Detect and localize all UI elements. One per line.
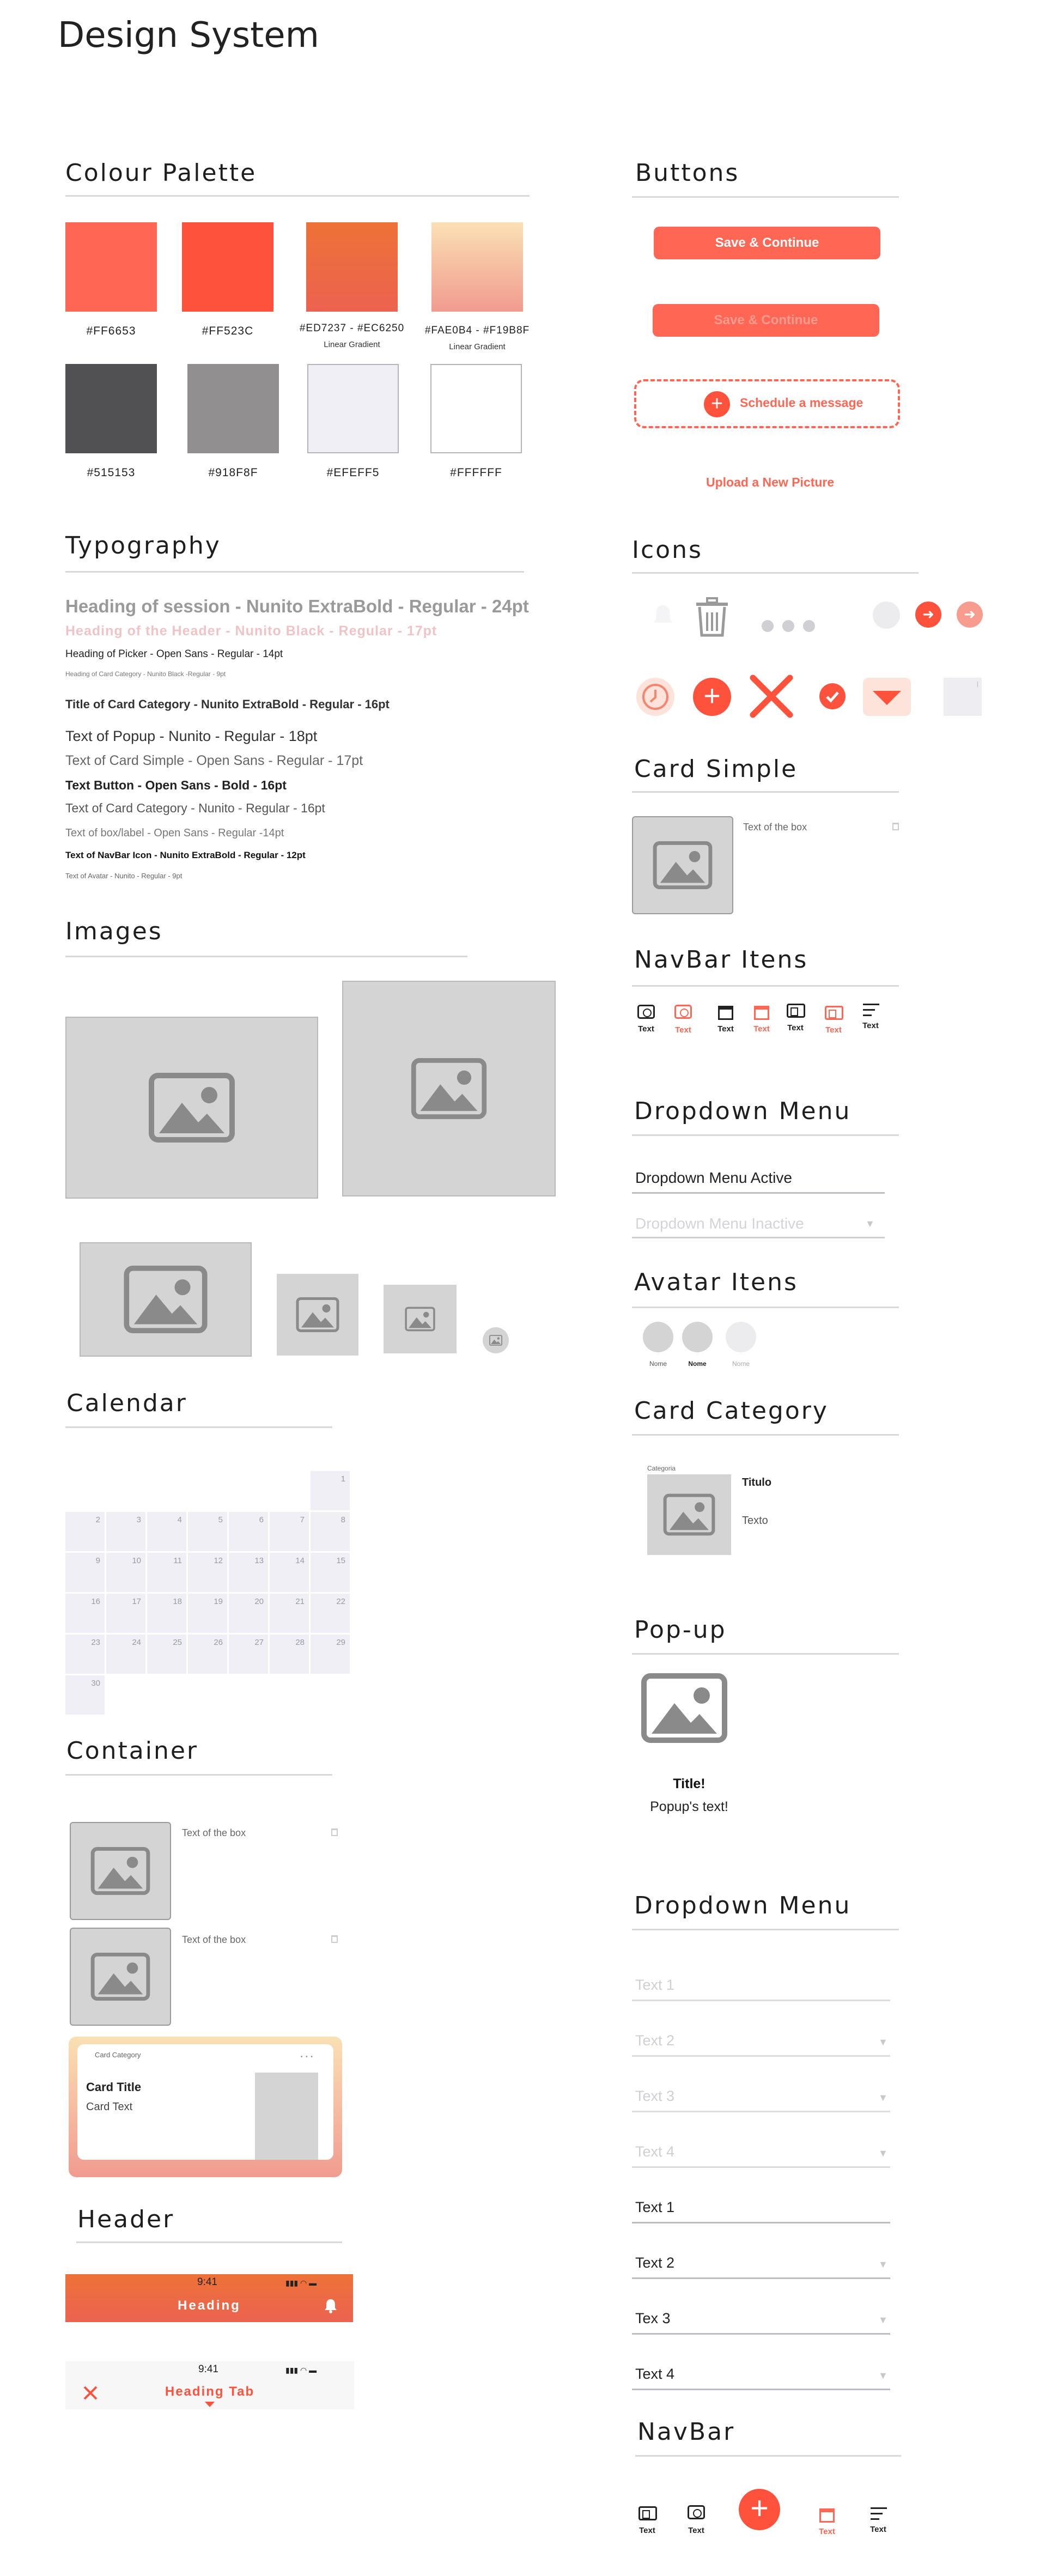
chevron-down-icon: ▼ [878,2148,888,2159]
dropdown-item[interactable]: Tex 3 [635,2310,671,2326]
swatch-efeff5 [307,364,399,453]
icons-divider [632,572,919,574]
dropdown-menu-2-divider [632,1929,899,1930]
dropdown-underline [632,2222,890,2223]
swatch-label: #ED7237 - #EC6250 [299,323,405,334]
camera-icon[interactable] [637,1005,655,1019]
calendar-day-number: 20 [254,1597,264,1606]
card-category-label: Categoria [647,1465,676,1472]
calendar-day[interactable] [147,1635,186,1674]
status-icons: ▮▮▮ ◠ ▬ [285,2279,317,2287]
popup-heading: Title! [673,1776,706,1791]
navbar-title: NavBar [637,2418,735,2446]
dropdown-underline [632,2111,890,2112]
dropdown-item[interactable]: Text 4 [635,2366,675,2382]
typo-line: Heading of the Header - Nunito Black - Regular - 17pt [65,623,437,639]
avatar[interactable] [726,1322,756,1352]
typo-line: Text of Card Category - Nunito - Regular - 16pt [65,801,325,815]
card-category-label: Card Category [95,2051,141,2059]
calendar-icon[interactable] [718,1006,733,1020]
calendar-day-number: 19 [214,1597,223,1606]
swatch-label: #515153 [87,466,136,479]
image-icon [90,1952,150,2001]
calendar-day-number: 18 [173,1597,182,1606]
calendar-day[interactable] [65,1553,105,1592]
avatar-name: Nome [732,1360,750,1368]
add-icon[interactable]: + [693,678,731,716]
card-category-container[interactable] [69,2037,342,2177]
dropdown-underline [632,1237,885,1238]
image-icon [90,1846,150,1895]
dropdown-menu-2-title: Dropdown Menu [634,1892,852,1919]
card-category-image [647,1474,731,1555]
calendar-day-number: 26 [214,1638,223,1647]
trash-icon[interactable] [331,1935,338,1943]
calendar-day[interactable] [106,1635,145,1674]
header-title: Header [77,2206,175,2233]
image-icon [411,1057,487,1120]
dropdown-item[interactable]: Text 2 [635,2255,675,2271]
header-heading-tab[interactable]: Heading Tab [165,2384,255,2399]
card-simple-title: Card Simple [634,755,798,783]
card-simple-text: Text of the box [743,822,807,833]
dropdown-underline [632,2333,890,2335]
calendar-day-number: 6 [259,1515,264,1524]
navbar-label: Text [870,2525,886,2534]
typo-line: Title of Card Category - Nunito ExtraBold - Regular - 16pt [65,697,390,711]
typography-title: Typography [65,532,221,560]
calendar-day-number: 12 [214,1556,223,1565]
images-title: Images [65,918,163,945]
status-time: 9:41 [197,2276,217,2288]
calendar-day-number: 15 [336,1556,345,1565]
image-placeholder-small [277,1274,358,1356]
dropdown-item[interactable]: Text 1 [635,1977,675,1993]
calendar-icon-active[interactable] [819,2508,835,2523]
card-text: Card Text [86,2101,133,2113]
calendar-day[interactable] [106,1553,145,1592]
calendar-title: Calendar [66,1389,187,1417]
swatch-918f8f [187,364,279,453]
calendar-day[interactable] [229,1635,268,1674]
dropdown-underline [632,2389,890,2390]
calendar-day-number: 8 [340,1515,345,1524]
calendar-day[interactable] [65,1512,105,1551]
popup-divider [632,1653,899,1655]
calendar-day[interactable] [147,1512,186,1551]
calendar-day-number: 9 [95,1556,100,1565]
image-icon [653,841,713,890]
page-title: Design System [58,15,319,56]
navbar-items-title: NavBar Itens [634,946,808,974]
bell-icon[interactable] [652,604,674,628]
menu-icon[interactable] [863,1004,879,1017]
swatch-label: #FF6653 [86,325,136,337]
dropdown-menu-title: Dropdown Menu [634,1097,852,1125]
typo-line: Text of Popup - Nunito - Regular - 18pt [65,728,318,744]
dropdown-underline [632,2277,890,2279]
swatch-gradient-peach [431,222,523,312]
chevron-down-icon: ▼ [878,2092,888,2103]
calendar-day[interactable] [65,1594,105,1633]
swatch-515153 [65,364,157,453]
container-box-text: Text of the box [182,1827,246,1838]
calendar-day-number: 11 [173,1556,182,1565]
images-divider [65,956,467,957]
calendar-day-number: 7 [300,1515,305,1524]
chevron-down-icon: ▼ [878,2314,888,2325]
container-title: Container [66,1737,199,1765]
card-category-heading: Titulo [742,1477,772,1489]
calendar-day[interactable] [147,1553,186,1592]
calendar-day-number: 4 [177,1515,182,1524]
image-icon [148,1072,235,1143]
header-divider [76,2241,342,2243]
calendar-day[interactable] [229,1594,268,1633]
header-bar-tab [65,2361,354,2409]
typo-line: Text of box/label - Open Sans - Regular -14pt [65,827,284,839]
container-box-image [70,1928,171,2026]
calendar-day-number: 16 [91,1597,100,1606]
more-icon[interactable]: ... [300,2044,315,2061]
card-category-title: Card Category [634,1397,829,1425]
calendar-day[interactable] [229,1553,268,1592]
typo-line: Heading of Card Category - Nunito Black -Regular - 9pt [65,670,226,678]
navbar-label: Text [639,2526,655,2535]
dropdown-underline [632,2166,890,2168]
camera-icon[interactable] [688,2505,705,2519]
swatch-sublabel: Linear Gradient [449,342,506,351]
swatch-label: #918F8F [208,466,258,479]
calendar-day[interactable] [106,1594,145,1633]
container-divider [65,1774,332,1776]
calendar-day[interactable] [311,1594,350,1633]
arrow-right-icon[interactable]: ➜ [915,602,941,628]
typo-line: Text of NavBar Icon - Nunito ExtraBold - Regular - 12pt [65,850,306,860]
calendar-day-number: 3 [136,1515,141,1524]
image-placeholder-medium [80,1242,252,1357]
chevron-down-icon: ▼ [865,1218,875,1229]
image-placeholder-large [65,1017,318,1199]
dropdown-item[interactable]: Text 4 [635,2143,675,2160]
calendar-day[interactable] [311,1635,350,1674]
swatch-ffffff [430,364,522,453]
navbar-item-label: Text [862,1021,879,1030]
calendar-day-number: 23 [91,1638,100,1647]
calendar-day[interactable] [147,1594,186,1633]
circle-icon-light[interactable] [873,602,900,629]
save-continue-button-disabled[interactable]: Save & Continue [653,304,879,337]
calendar-day[interactable] [106,1512,145,1551]
calendar-day-number: 14 [295,1556,305,1565]
dropdown-underline [632,1192,885,1194]
calendar-day[interactable] [270,1512,309,1551]
swatch-label: #EFEFF5 [326,466,380,479]
avatar-name: Nome [688,1360,707,1368]
chevron-down-icon: ▼ [878,2370,888,2381]
checkbox-icon[interactable]: | [944,678,982,716]
bell-icon[interactable] [324,2298,338,2313]
calendar-divider [65,1426,332,1428]
image-icon [405,1307,435,1332]
container-box-text: Text of the box [182,1934,246,1945]
calendar-day[interactable] [311,1512,350,1551]
image-icon [489,1335,502,1346]
card-icon[interactable] [787,1004,805,1018]
chevron-down-icon [205,2402,215,2407]
chevron-down-icon: ▼ [878,2037,888,2048]
image-icon [296,1297,339,1333]
image-icon [641,1673,728,1743]
typo-line: Heading of session - Nunito ExtraBold - Regular - 24pt [65,596,529,616]
calendar-day[interactable] [270,1635,309,1674]
calendar-day[interactable] [229,1512,268,1551]
card-title: Card Title [86,2080,142,2094]
calendar-day-number: 28 [295,1638,305,1647]
trash-icon[interactable] [331,1828,338,1836]
calendar-day-number: 13 [254,1556,264,1565]
save-continue-button[interactable]: Save & Continue [654,227,880,259]
calendar-day-number: 1 [340,1474,345,1484]
status-time: 9:41 [198,2364,218,2375]
calendar-day-number: 17 [132,1597,141,1606]
avatar-name: Nome [649,1360,667,1368]
popup-title: Pop-up [634,1616,727,1644]
calendar-day-number: 24 [132,1638,141,1647]
calendar-day[interactable] [270,1594,309,1633]
calendar-day-number: 2 [95,1515,100,1524]
calendar-day-number: 25 [173,1638,182,1647]
header-bar-primary [65,2274,353,2322]
colour-palette-divider [65,195,530,197]
card-icon-active[interactable] [825,1006,843,1020]
trash-icon[interactable] [694,597,730,637]
check-icon[interactable] [819,683,846,709]
chevron-down-icon: ▼ [878,2259,888,2270]
add-button[interactable]: + [739,2489,780,2530]
swatch-label: #FAE0B4 - #F19B8F [424,325,530,336]
card-inner [77,2044,333,2160]
calendar-day[interactable] [188,1594,227,1633]
popup-text: Popup's text! [650,1799,728,1814]
colour-palette-title: Colour Palette [65,159,257,187]
calendar-day[interactable] [270,1553,309,1592]
card-image [255,2073,318,2160]
menu-icon[interactable] [871,2507,887,2520]
container-box-image [70,1822,171,1920]
trash-icon[interactable] [892,823,899,830]
navbar-item-label: Text [675,1025,691,1035]
avatar-items-title: Avatar Itens [634,1268,798,1296]
camera-icon-active[interactable] [674,1005,692,1019]
navbar-item-label: Text [753,1024,770,1034]
navbar-item-label: Text [717,1024,734,1034]
calendar-day[interactable] [311,1471,350,1510]
card-category-text: Texto [742,1515,768,1527]
typo-line: Text of Avatar - Nunito - Regular - 9pt [65,872,183,880]
calendar-day-number: 21 [295,1597,305,1606]
avatar[interactable] [682,1322,713,1352]
navbar-item-label: Text [787,1023,804,1032]
swatch-label: #FF523C [202,325,254,337]
navbar-item-label: Text [638,1024,654,1034]
image-icon [123,1265,208,1334]
swatch-ff523c [182,222,273,312]
calendar-day[interactable] [188,1512,227,1551]
swatch-label: #FFFFFF [450,466,502,479]
dropdown-item[interactable]: Text 2 [635,2032,675,2049]
dropdown-arrow-icon[interactable] [863,678,911,716]
dropdown-active[interactable]: Dropdown Menu Active [635,1169,792,1186]
clock-icon[interactable] [636,678,674,716]
calendar-day[interactable] [188,1553,227,1592]
typo-line: Heading of Picker - Open Sans - Regular - 14pt [65,648,283,660]
calendar-day-number: 27 [254,1638,264,1647]
calendar-day[interactable] [311,1553,350,1592]
add-icon: + [704,391,730,417]
typo-line: Text of Card Simple - Open Sans - Regular - 17pt [65,753,363,768]
calendar-day-number: 10 [132,1556,141,1565]
dropdown-menu-divider [632,1134,899,1136]
typo-line: Text Button - Open Sans - Bold - 16pt [65,778,287,792]
dropdown-item[interactable]: Text 1 [635,2199,675,2215]
calendar-day-number: 22 [336,1597,345,1606]
calendar-day[interactable] [188,1635,227,1674]
image-placeholder-xsmall [384,1285,457,1353]
schedule-message-button[interactable] [634,379,900,428]
calendar-day-number: 5 [218,1515,223,1524]
dropdown-item[interactable]: Text 3 [635,2088,675,2104]
dropdown-underline [632,2000,890,2001]
calendar-day-number: 29 [336,1638,345,1647]
image-placeholder-square [342,981,556,1196]
avatar-items-divider [632,1307,899,1308]
swatch-sublabel: Linear Gradient [324,340,380,349]
icons-title: Icons [632,536,703,564]
calendar-icon-active[interactable] [754,1006,769,1020]
calendar-day-number: 30 [91,1679,100,1688]
schedule-message-label: Schedule a message [740,396,863,410]
card-icon[interactable] [638,2506,657,2520]
swatch-gradient-orange [306,222,398,312]
navbar-items-divider [632,985,899,987]
navbar-label: Text [688,2526,704,2535]
dropdown-inactive[interactable]: Dropdown Menu Inactive [635,1215,804,1232]
dropdown-underline [632,2055,890,2057]
avatar[interactable] [643,1322,673,1352]
calendar-day[interactable] [65,1675,105,1715]
upload-picture-link[interactable]: Upload a New Picture [706,475,835,489]
typography-divider [65,571,524,573]
image-icon [663,1493,715,1536]
status-icons: ▮▮▮ ◠ ▬ [285,2366,317,2374]
close-icon[interactable] [749,673,794,719]
navbar-item-label: Text [825,1025,842,1035]
header-heading: Heading [178,2298,241,2313]
card-simple-image [632,816,733,914]
swatch-ff6653 [65,222,157,312]
buttons-divider [632,196,899,198]
calendar-day[interactable] [65,1635,105,1674]
buttons-title: Buttons [635,159,740,187]
image-placeholder-round [483,1327,509,1353]
navbar-label: Text [819,2527,835,2536]
card-category-divider [632,1434,899,1436]
arrow-right-light-icon[interactable]: ➜ [957,602,983,628]
card-simple-divider [632,791,899,793]
navbar-divider [635,2455,901,2457]
popup-image [641,1673,728,1743]
